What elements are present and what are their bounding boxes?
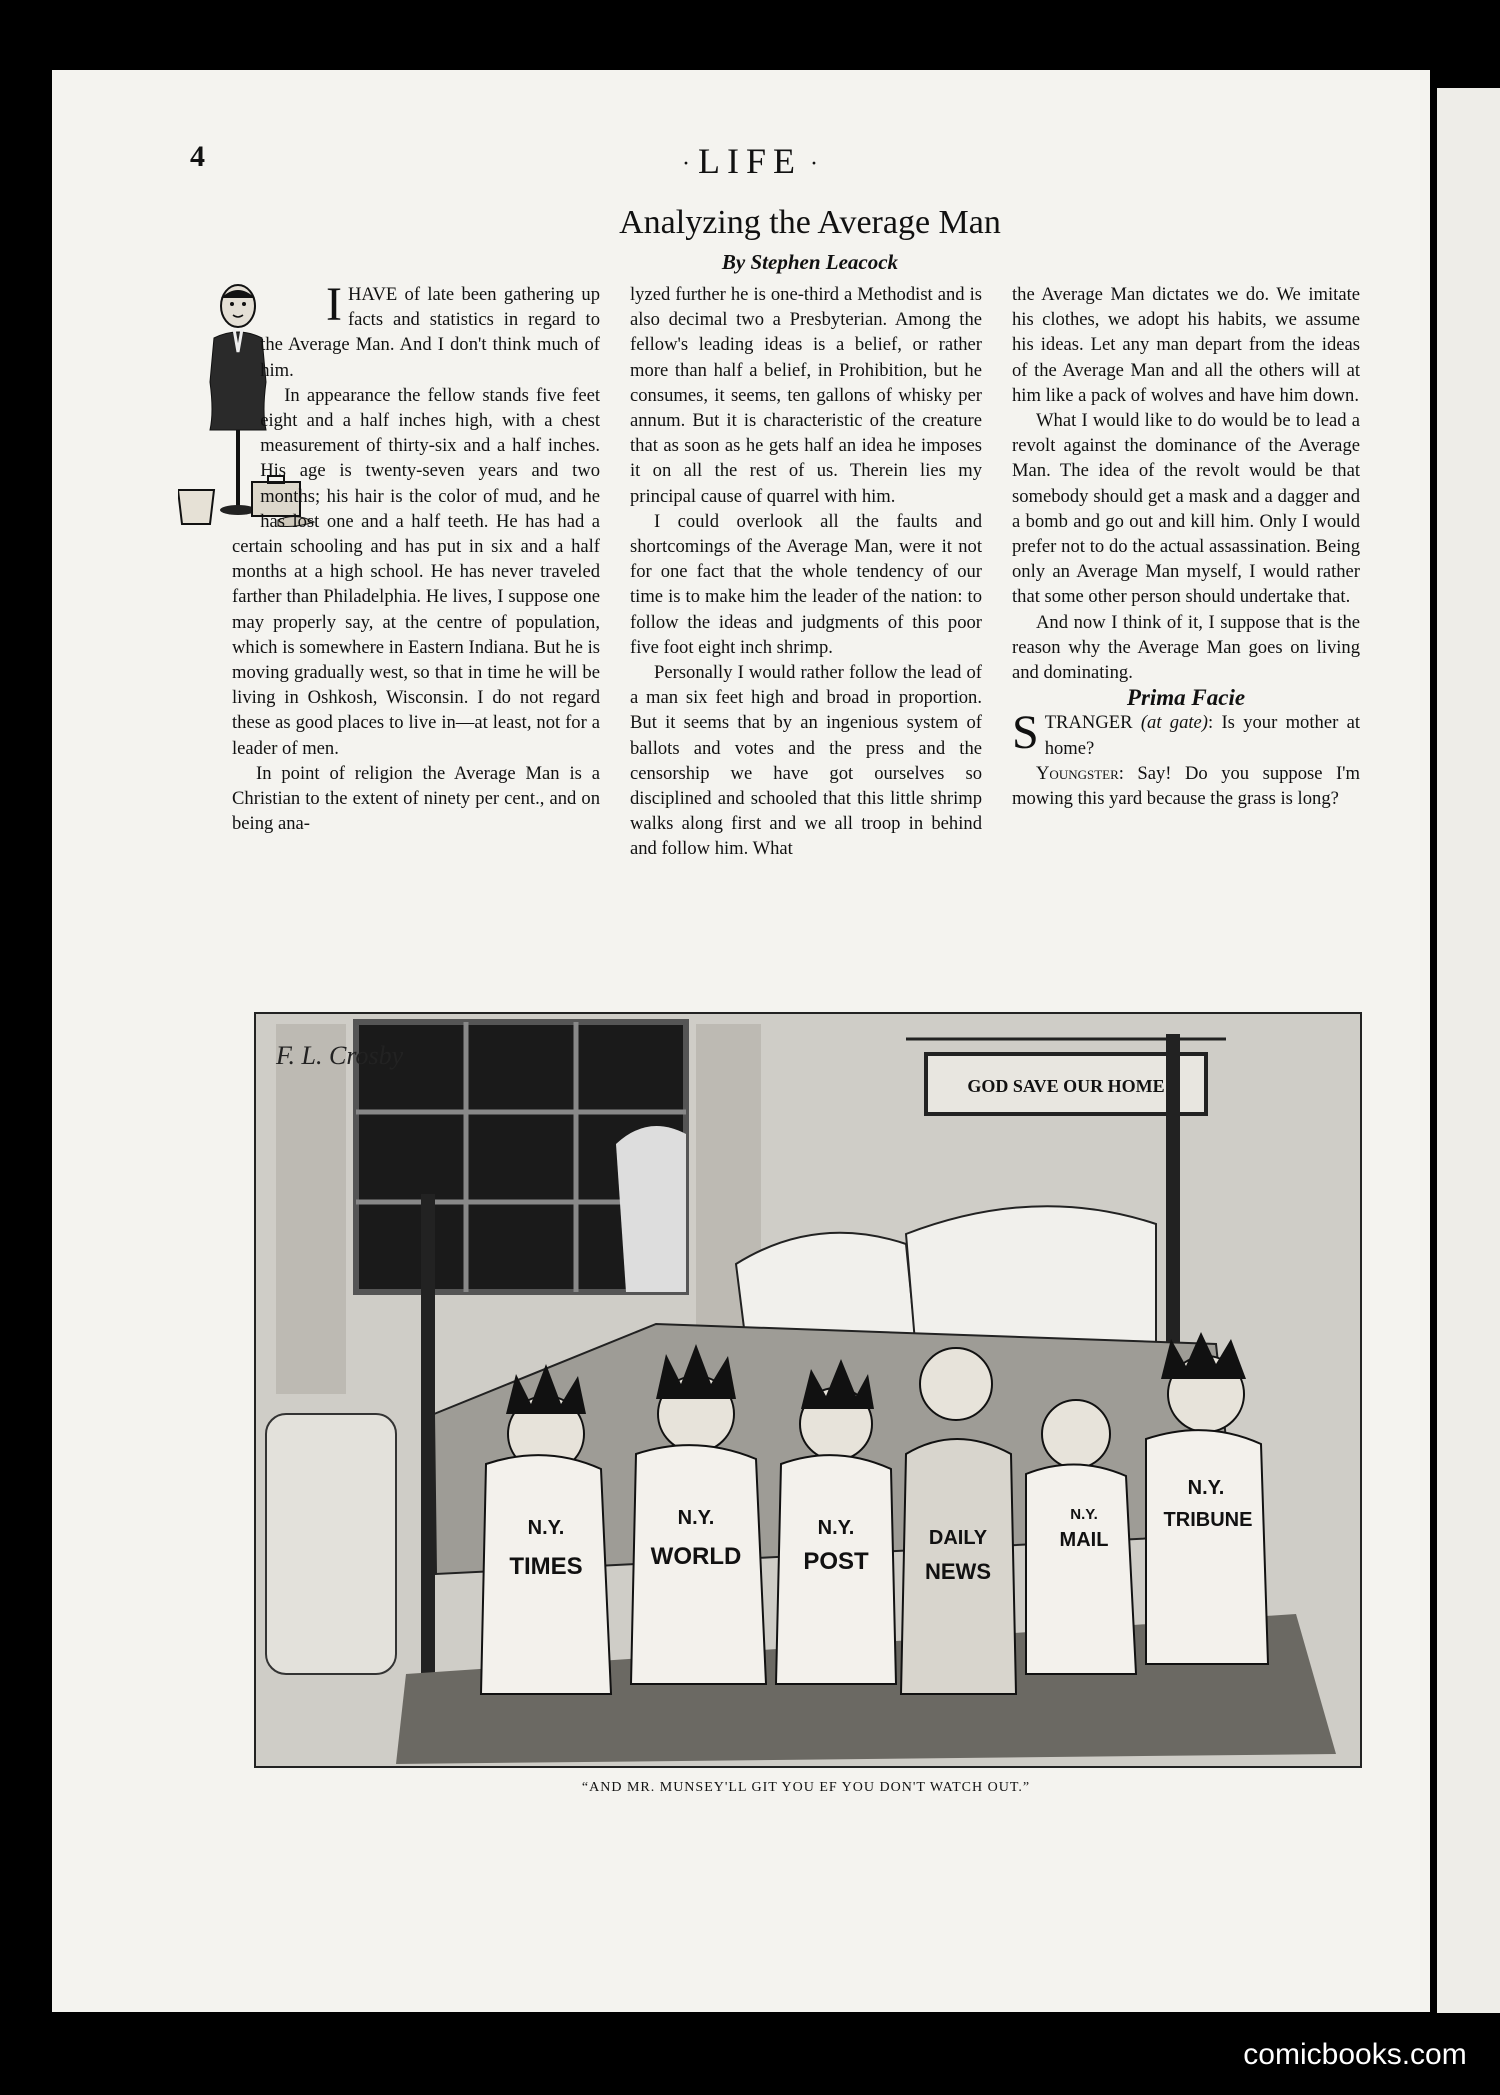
night-window — [356, 1022, 686, 1292]
cartoon-drawing — [256, 1014, 1360, 1766]
article-paragraph: What I would like to do would be to lead a revolt against the dominance of the Average Man. The idea of the revolt would be that somebody should get a mask and a dagger and a bomb and go out and kill him. Only I would prefer not to do the actual assassination. Being only an Average Man myself, I would rather that some other person should undertake that. — [1012, 410, 1360, 608]
wall-sign-text: GOD SAVE OUR HOME — [967, 1076, 1165, 1096]
svg-text:N.Y.: N.Y. — [677, 1507, 715, 1529]
drop-cap: I — [326, 278, 342, 331]
column-2 — [630, 282, 982, 862]
page-number: 4 — [190, 140, 205, 173]
facing-page-edge — [1437, 88, 1500, 2013]
svg-text:WORLD: WORLD — [650, 1543, 742, 1570]
quilt-stack — [266, 1414, 396, 1674]
svg-text:MAIL: MAIL — [1059, 1529, 1109, 1551]
article-byline: By Stephen Leacock — [721, 250, 899, 274]
svg-text:N.Y.: N.Y. — [817, 1517, 855, 1539]
article-paragraph: And now I think of it, I suppose that is the reason why the Average Man goes on living and dominating. — [1012, 611, 1360, 684]
article-paragraph: lyzed further he is one-third a Methodist and is also decimal two a Presbyterian. Among the fellow's leading ideas is a belief, or rather more than half a belief, in Prohibition, but he consumes, it seems, ten gallons of whisky per annum. But it is characteristic of the creature that as soon as he gets half an idea he imposes it on all the rest of us. Therein lies my principal cause of quarrel with him. — [630, 284, 982, 507]
drop-cap: S — [1012, 706, 1039, 760]
magazine-title: LIFE — [698, 141, 802, 181]
masthead: · LIFE · — [682, 141, 818, 181]
curtain-left — [276, 1024, 346, 1394]
svg-text:N.Y.: N.Y. — [1187, 1477, 1225, 1499]
svg-text:POST: POST — [803, 1548, 869, 1575]
svg-text:N.Y.: N.Y. — [527, 1517, 565, 1539]
column-1 — [232, 278, 600, 836]
article-paragraph: I could overlook all the faults and shortcomings of the Average Man, were it not for one fact that the whole tendency of our time is to make him the leader of the nation: to follow the ideas and judgments of this poor five foot eight inch shrimp. — [630, 510, 982, 658]
svg-text:TIMES: TIMES — [509, 1553, 583, 1580]
cartoon-illustration — [254, 1012, 1362, 1768]
article-paragraph: the Average Man dictates we do. We imitate his clothes, we adopt his habits, we assume his ideas. Let any man depart from the ideas of the Average Man and all the others will at him like a pack of wolves and have him down. — [1012, 284, 1360, 406]
joke-line-stranger: STRANGER (at gate): Is your mother at home? — [1012, 706, 1360, 760]
svg-text:DAILY: DAILY — [928, 1527, 988, 1549]
svg-text:NEWS: NEWS — [925, 1559, 991, 1584]
article-paragraph: In point of religion the Average Man is a Christian to the extent of ninety per cent., and on being ana- — [232, 762, 600, 835]
cartoon-caption: “AND MR. MUNSEY'LL GIT YOU EF YOU DON'T WATCH OUT.” — [581, 1780, 1031, 1795]
article-paragraph: Personally I would rather follow the lead of a man six feet high and broad in proportion. But it seems that by an ingenious system of ballots and votes and the press and the censorship we have got ourselves so disciplined and schooled that this little shrimp walks along first and we all troop in behind and follow him. What — [630, 662, 982, 860]
watermark: comicbooks.com — [1220, 2030, 1490, 2080]
joke-line-youngster: Youngster: Say! Do you suppose I'm mowing this yard because the grass is long? — [1012, 762, 1360, 810]
column-3 — [1012, 282, 1360, 811]
article-title: Analyzing the Average Man — [619, 204, 1001, 241]
artist-signature: F. L. Crosby — [276, 1041, 404, 1070]
article-paragraph: In appearance the fellow stands five feet eight and a half inches high, with a chest measurement of thirty-six and a half inches. His age is twenty-seven years and two months; his hair is the color of mud, and he has lost one and a half teeth. He has had a certain schooling and has put in six and a half months at a high school. He has never traveled farther than Philadelphia. He lives, I suppose one may properly say, at the centre of population, which is somewhere in Eastern Indiana. But he is moving gradually west, so that in time he will be living in Oshkosh, Wisconsin. I do not regard these as good places to live in—at least, not for a leader of men. — [232, 384, 600, 759]
svg-text:TRIBUNE: TRIBUNE — [1163, 1509, 1253, 1531]
joke-title: Prima Facie — [1126, 685, 1246, 711]
article-paragraph: IHAVE of late been gathering up facts and statistics in regard to the Average Man. And I don't think much of him. — [260, 278, 600, 381]
svg-text:N.Y.: N.Y. — [1070, 1506, 1098, 1523]
